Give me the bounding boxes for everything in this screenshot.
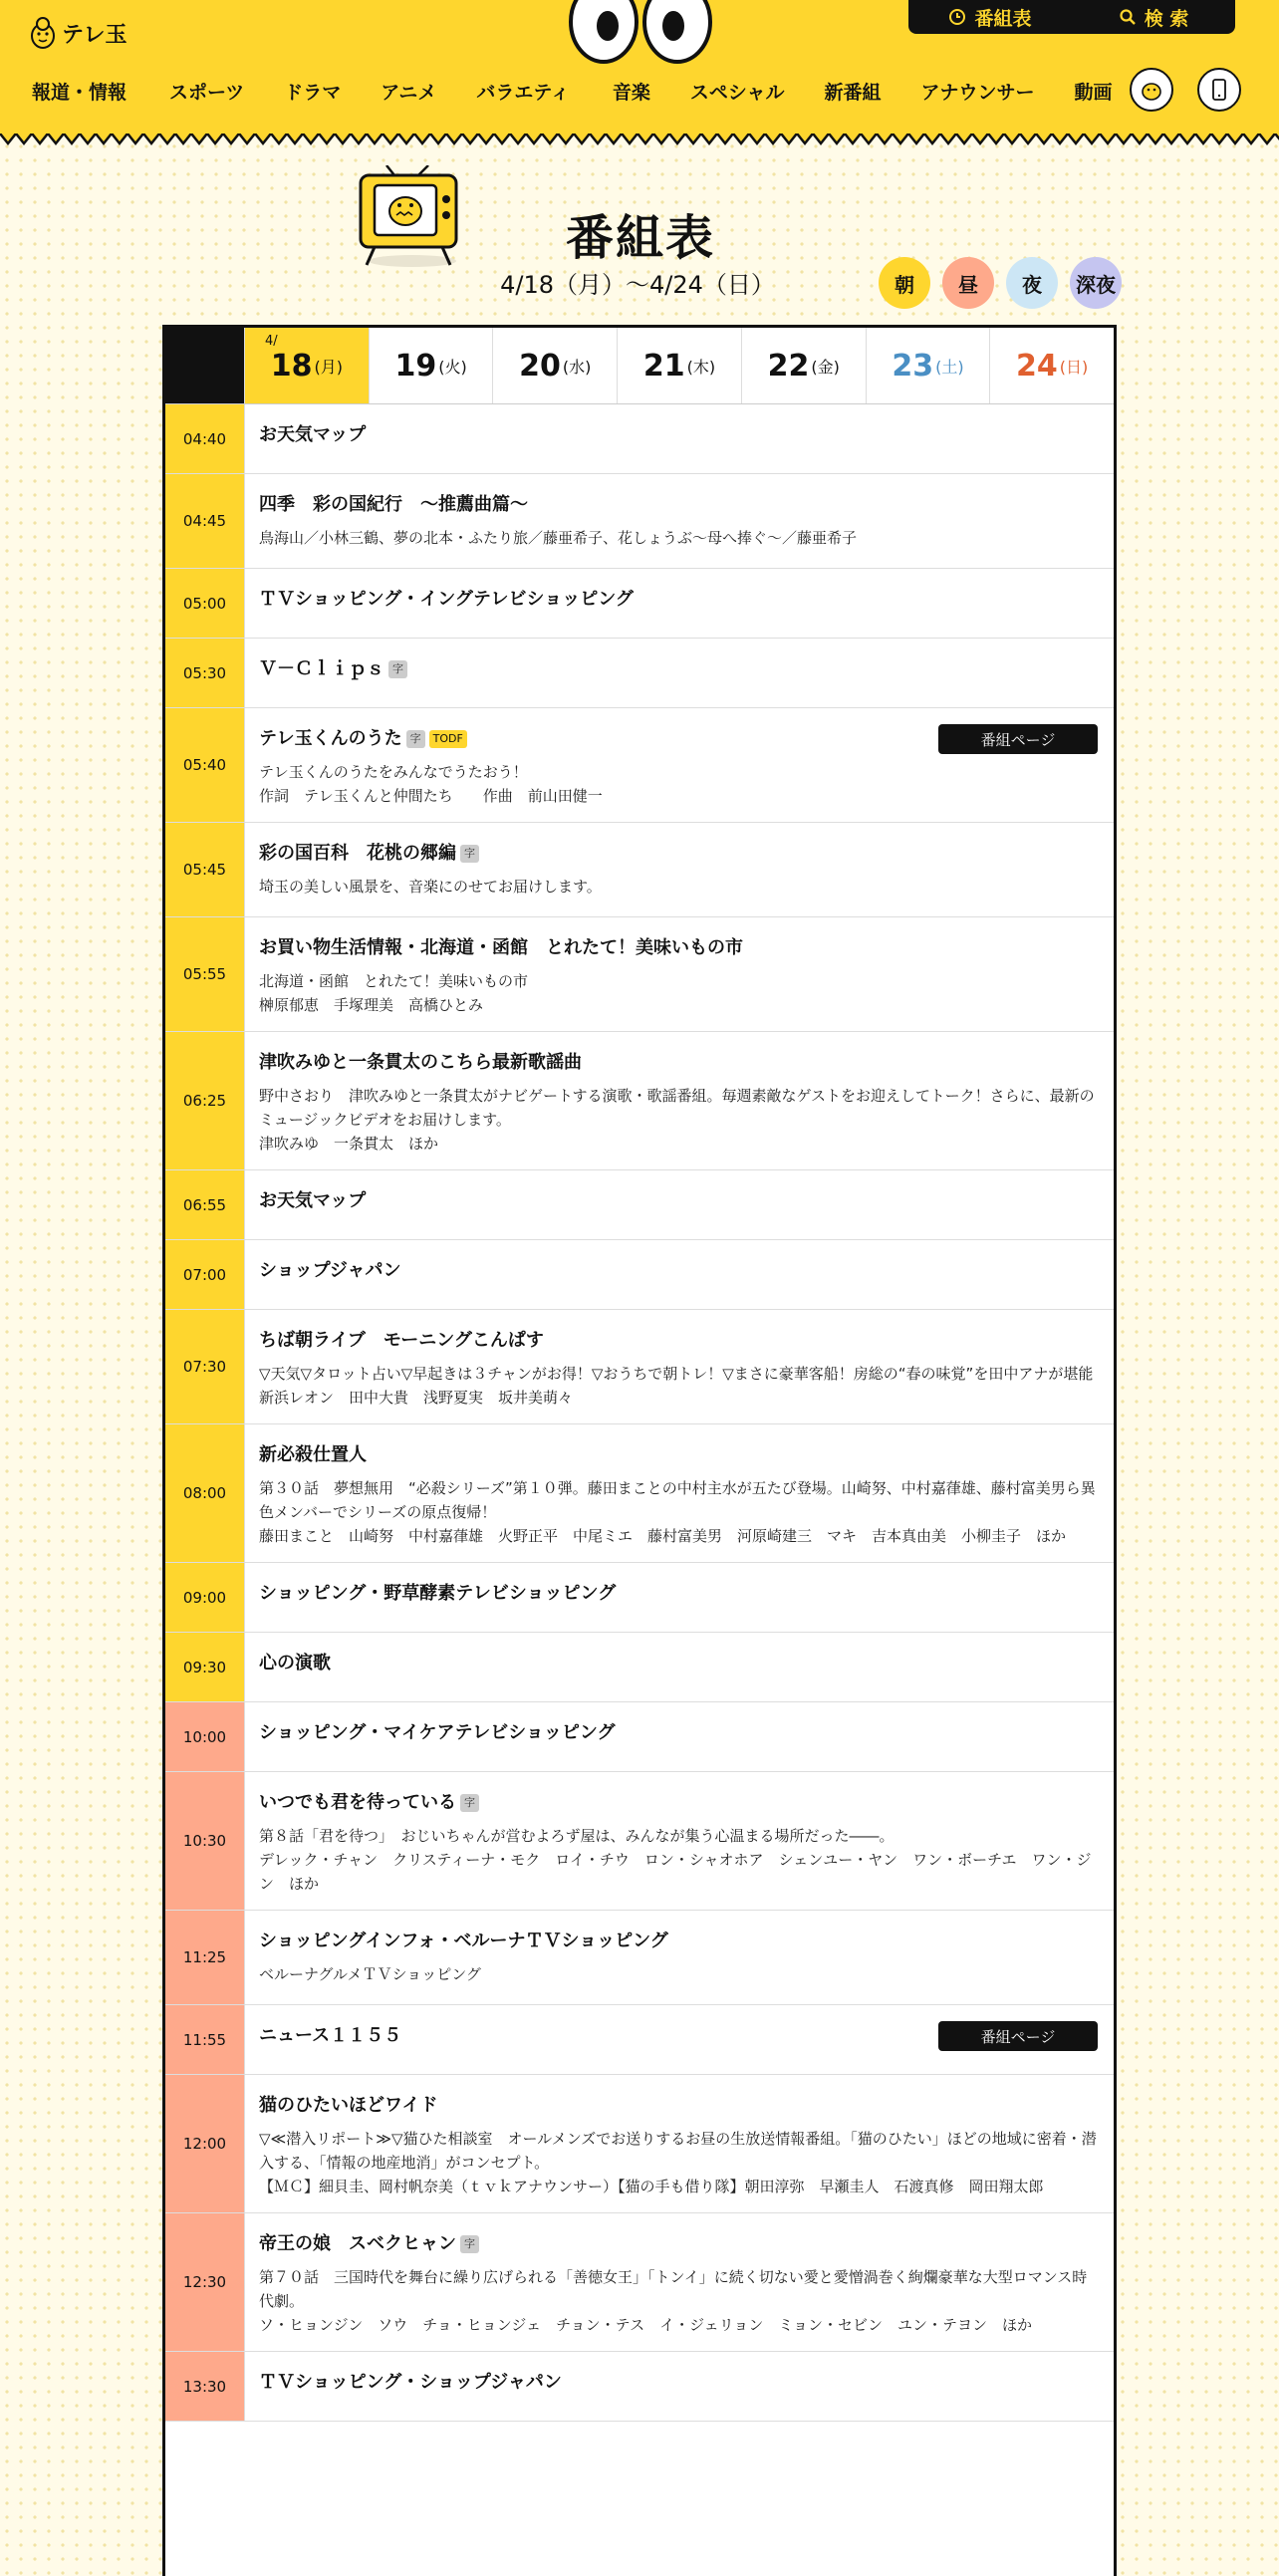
program-list [165,404,1114,2422]
program-row[interactable] [165,1702,1114,1772]
program-time: 07:30 [165,1310,245,1423]
program-title[interactable]: 帝王の娘 スベクヒャン [259,2233,456,2254]
program-body [245,1563,1114,1632]
program-description: 第８話「君を待つ」 おじいちゃんが営むよろず屋は、みんなが集う心温まる場所だった――。 デレック・チャン クリスティーナ・モク ロイ・チウ ロン・シャオホア シェンユー・ヤン ワン・ボーチエ ワン・ジン ほか [259,1827,1092,1893]
program-time: 05:30 [165,639,245,707]
nav-item-sports[interactable]: スポーツ [169,82,245,104]
program-row[interactable] [165,1240,1114,1310]
program-title[interactable]: ショッピング・マイケアテレビショッピング [259,1722,616,1743]
program-body [245,1702,1114,1771]
program-title[interactable]: 彩の国百科 花桃の郷編 [259,843,456,864]
program-title-line [259,935,1098,961]
program-title[interactable]: ショッピングインフォ・ベルーナＴＶショッピング [259,1931,668,1951]
program-time: 07:00 [165,1240,245,1309]
todf-badge: TODF [429,730,467,748]
program-time: 12:30 [165,2213,245,2351]
program-row[interactable] [165,1633,1114,1702]
day-tab-number: 20 [519,348,561,384]
program-body [245,1240,1114,1309]
program-title-line [259,841,1098,867]
program-title[interactable]: お天気マップ [259,1190,367,1211]
program-title-line [259,2370,1098,2396]
day-tab-weekday: (水) [562,357,592,377]
nav-badges [1130,68,1241,112]
program-body [245,1911,1114,2004]
program-title-line [259,587,1098,613]
day-tabs [165,328,1114,404]
subtitle-badge: 字 [460,1794,479,1812]
program-title-line [259,1651,1098,1676]
program-schedule [162,325,1117,2576]
program-time: 12:00 [165,2075,245,2212]
day-tab-weekday: (日) [1059,357,1089,377]
program-row[interactable] [165,1170,1114,1240]
program-time: 05:40 [165,708,245,822]
teletama-mascot-icon [30,16,56,50]
program-title-line [259,1050,1098,1076]
program-description: 埼玉の美しい風景を、音楽にのせてお届けします。 [259,878,602,896]
program-title[interactable]: ちば朝ライブ モーニングこんぱす [259,1330,544,1351]
subtitle-badge: 字 [460,2235,479,2253]
header-zigzag-edge [0,133,1279,147]
program-description: テレ玉くんのうたをみんなでうたおう！ 作詞 テレ玉くんと仲間たち 作曲 前山田健一 [259,763,603,805]
program-title-line [259,1790,1098,1816]
program-row[interactable] [165,404,1114,474]
shop-icon [1139,77,1164,103]
search-icon [1119,8,1137,26]
page-title: 番組表 [565,210,715,266]
mobile-badge-icon[interactable] [1197,68,1241,112]
program-time: 08:00 [165,1424,245,1562]
program-title[interactable]: Ｖ－Ｃｌｉｐｓ [259,658,384,679]
program-time: 10:00 [165,1702,245,1771]
program-time: 05:00 [165,569,245,638]
clock-icon [948,8,966,26]
tv-mascot-icon [351,165,466,269]
shop-badge-icon[interactable] [1130,68,1173,112]
program-row[interactable] [165,474,1114,569]
day-tab-21[interactable] [617,328,741,403]
program-body [245,1170,1114,1239]
program-row[interactable] [165,708,1114,823]
program-title[interactable]: ショップジャパン [259,1260,401,1281]
program-body [245,1633,1114,1701]
day-tab-weekday: (火) [438,357,467,377]
site-header [0,0,1279,135]
day-tab-number: 19 [394,348,437,384]
nav-item-announcers[interactable]: アナウンサー [920,82,1035,104]
program-row[interactable] [165,1911,1114,2005]
program-row[interactable] [165,2352,1114,2422]
nav-item-drama[interactable]: ドラマ [284,82,342,104]
program-body [245,2213,1114,2351]
nav-item-special[interactable]: スペシャル [689,82,785,104]
program-body [245,474,1114,568]
subtitle-badge: 字 [406,730,425,748]
program-title-line [259,2231,1098,2257]
day-tab-20[interactable] [492,328,617,403]
program-row[interactable] [165,1310,1114,1424]
program-time: 11:55 [165,2005,245,2074]
tod-button-morning[interactable]: 朝 [879,257,930,309]
day-tab-number: 18 [270,348,313,384]
program-row[interactable] [165,1563,1114,1633]
program-description: 北海道・函館 とれたて！美味いもの市 榊原郁恵 手塚理美 高橋ひとみ [259,972,529,1014]
program-description: ▽≪潜入リポート≫▽猫ひた相談室 オールメンズでお送りするお昼の生放送情報番組。「猫のひたい」ほどの地域に密着・潜入する、「情報の地産地消」がコンセプト。 【ＭＣ】細貝圭、岡村帆奈美（ｔｖｋアナウンサー）【猫の手も借り隊】朝田淳弥 早瀬圭人 石渡真修 岡田翔太郎 [259,2130,1097,2195]
program-body [245,639,1114,707]
program-title-line [259,1720,1098,1746]
program-title[interactable]: ＴＶショッピング・イングテレビショッピング [259,589,634,610]
nav-item-variety[interactable]: バラエティ [476,82,570,104]
program-title[interactable]: お買い物生活情報・北海道・函館 とれたて！美味いもの市 [259,937,743,958]
program-title[interactable]: ニュース１１５５ [259,2025,402,2046]
program-time: 04:40 [165,404,245,473]
program-description: 鳥海山／小林三鶴、夢の北本・ふたり旅／藤亜希子、花しょうぶ～母へ捧ぐ～／藤亜希子 [259,529,858,547]
program-body [245,2075,1114,2212]
program-row[interactable] [165,917,1114,1032]
program-row[interactable] [165,2213,1114,2352]
program-time: 06:25 [165,1032,245,1169]
program-page-button[interactable]: 番組ページ [938,2021,1098,2051]
nav-item-new-programs[interactable]: 新番組 [824,82,882,104]
program-body [245,708,1114,822]
program-title-line [259,656,1098,682]
program-title[interactable]: ショッピング・野草酵素テレビショッピング [259,1583,617,1604]
day-tab-22[interactable] [741,328,866,403]
day-tabs-corner [165,328,244,403]
program-time: 05:45 [165,823,245,916]
program-body [245,823,1114,916]
day-tab-18[interactable] [244,328,369,403]
day-tab-month: 4/ [265,334,278,349]
program-time: 04:45 [165,474,245,568]
program-title-line [259,492,1098,518]
program-title[interactable]: いつでも君を待っている [259,1792,456,1813]
tod-button-night[interactable]: 夜 [1006,257,1058,309]
program-title[interactable]: 猫のひたいほどワイド [259,2095,438,2116]
nav-item-news[interactable]: 報道・情報 [32,82,128,104]
program-row[interactable] [165,569,1114,639]
program-row[interactable] [165,1424,1114,1563]
program-title-line [259,1188,1098,1214]
day-tab-number: 24 [1016,348,1058,384]
top-links-bar [908,0,1235,34]
program-title[interactable]: 新必殺仕置人 [259,1444,367,1465]
program-title-line [259,1328,1098,1354]
program-row[interactable] [165,2005,1114,2075]
top-link-schedule-label: 番組表 [974,7,1032,30]
program-body [245,1032,1114,1169]
site-logo[interactable] [30,16,128,50]
program-time: 09:30 [165,1633,245,1701]
tod-button-noon[interactable]: 昼 [942,257,994,309]
program-time: 09:00 [165,1563,245,1632]
day-tab-number: 23 [892,348,934,384]
program-body [245,1772,1114,1910]
tod-button-late-night[interactable]: 深夜 [1070,257,1122,309]
nav-item-music[interactable]: 音楽 [612,82,650,104]
program-body [245,569,1114,638]
program-title-line [259,2093,1098,2119]
top-link-schedule[interactable] [908,0,1072,34]
top-link-search[interactable] [1072,0,1235,34]
program-row[interactable] [165,1772,1114,1911]
program-time: 06:55 [165,1170,245,1239]
program-title[interactable]: テレ玉くんのうた [259,728,402,749]
program-description: 第３０話 夢想無用 “必殺シリーズ”第１０弾。藤田まことの中村主水が五たび登場。山崎努、中村嘉葎雄、藤村富美男ら異色メンバーでシリーズの原点復帰！ 藤田まこと 山崎努 中村嘉葎雄 火野正平 中尾ミエ 藤村富美男 河原崎建三 マキ 吉本真由美 小柳圭子 ほか [259,1479,1096,1545]
program-description: ▽天気▽タロット占い▽早起きは３チャンがお得！▽おうちで朝トレ！▽まさに豪華客船！房総の“春の味覚”を田中アナが堪能 新浜レオン 田中大貴 浅野夏実 坂井美萌々 [259,1365,1094,1407]
program-title[interactable]: 津吹みゆと一条貫太のこちら最新歌謡曲 [259,1052,582,1073]
day-tab-weekday: (土) [935,357,964,377]
day-tab-weekday: (月) [314,357,343,377]
program-description: 第７０話 三国時代を舞台に繰り広げられる「善徳女王」「トンイ」に続く切ない愛と愛憎渦巻く絢爛豪華な大型ロマンス時代劇。 ソ・ヒョンジン ソウ チョ・ヒョンジェ チョン・テス イ・ジェリョン ミョン・セビン ユン・テヨン ほか [259,2268,1088,2334]
program-row[interactable] [165,823,1114,917]
day-tab-weekday: (木) [686,357,716,377]
subtitle-badge: 字 [388,660,407,678]
program-time: 13:30 [165,2352,245,2421]
program-body [245,2352,1114,2421]
program-title-line [259,1929,1098,1954]
program-title[interactable]: お天気マップ [259,424,367,445]
nav-item-anime[interactable]: アニメ [381,82,437,104]
day-tab-24[interactable] [989,328,1114,403]
day-tab-weekday: (金) [811,357,840,377]
program-title-line [259,1581,1098,1607]
program-body [245,1424,1114,1562]
day-tab-19[interactable] [369,328,493,403]
program-page-button[interactable]: 番組ページ [938,724,1098,754]
program-title[interactable]: 四季 彩の国紀行 ～推薦曲篇～ [259,494,528,515]
mascot-eyes-icon [566,0,715,66]
mobile-icon [1206,77,1232,103]
program-body [245,2005,1114,2074]
top-link-search-label: 検 索 [1144,7,1189,30]
day-tab-number: 22 [767,348,810,384]
program-title[interactable]: 心の演歌 [259,1653,331,1674]
program-title[interactable]: ＴＶショッピング・ショップジャパン [259,2372,562,2393]
date-range: 4/18（月）〜4/24（日） [500,271,775,299]
program-body [245,404,1114,473]
day-tab-23[interactable] [866,328,990,403]
program-description: ベルーナグルメＴＶショッピング [259,1965,481,1983]
program-title-line [259,1258,1098,1284]
logo-text: テレ玉 [62,22,128,48]
program-row[interactable] [165,639,1114,708]
program-row[interactable] [165,1032,1114,1170]
subtitle-badge: 字 [460,845,479,863]
program-body [245,1310,1114,1423]
nav-item-video[interactable]: 動画 [1074,82,1113,104]
program-title-line [259,1442,1098,1468]
program-time: 11:25 [165,1911,245,2004]
day-tab-number: 21 [642,348,685,384]
program-description: 野中さおり 津吹みゆと一条貫太がナビゲートする演歌・歌謡番組。毎週素敵なゲストをお迎えしてトーク！さらに、最新のミュージックビデオをお届けします。 津吹みゆ 一条貫太 ほか [259,1087,1095,1153]
program-row[interactable] [165,2075,1114,2213]
program-time: 05:55 [165,917,245,1031]
time-of-day-buttons [879,257,1122,309]
program-title-line [259,422,1098,448]
program-time: 10:30 [165,1772,245,1910]
program-body [245,917,1114,1031]
main-nav [32,78,1113,105]
